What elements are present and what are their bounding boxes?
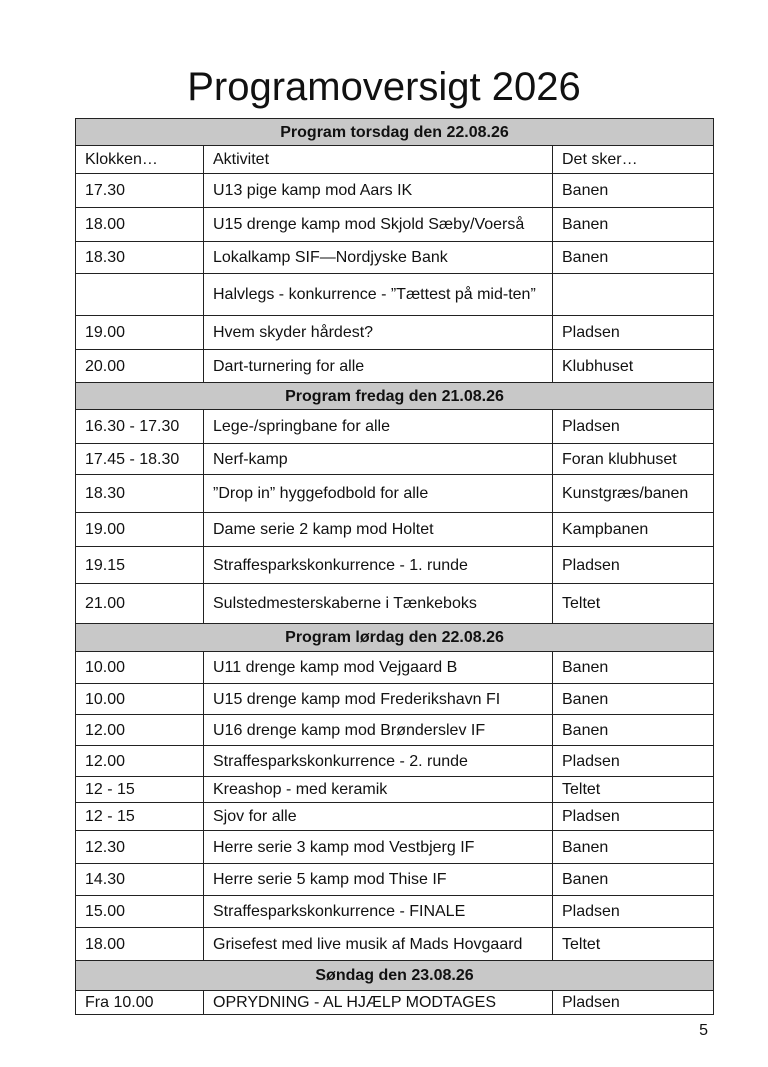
event-row <box>76 746 714 777</box>
event-activity: U15 drenge kamp mod Skjold Sæby/Voerså <box>204 208 553 242</box>
event-row <box>76 242 714 274</box>
event-location: Banen <box>553 652 714 684</box>
event-time: 16.30 - 17.30 <box>76 410 204 444</box>
event-location: Banen <box>553 208 714 242</box>
event-row <box>76 410 714 444</box>
page-title: Programoversigt 2026 <box>187 65 581 109</box>
event-activity: Dart-turnering for alle <box>204 350 553 383</box>
event-row <box>76 928 714 961</box>
event-row <box>76 831 714 864</box>
event-activity: U15 drenge kamp mod Frederikshavn FI <box>204 684 553 715</box>
event-activity: Kreashop - med keramik <box>204 777 553 803</box>
event-activity: U16 drenge kamp mod Brønderslev IF <box>204 715 553 746</box>
program-table <box>75 118 714 1015</box>
event-location: Pladsen <box>553 547 714 584</box>
event-time: 12 - 15 <box>76 803 204 831</box>
column-header-activity: Aktivitet <box>204 146 553 174</box>
event-row <box>76 803 714 831</box>
event-location: Pladsen <box>553 803 714 831</box>
event-location: Pladsen <box>553 896 714 928</box>
event-activity: Sjov for alle <box>204 803 553 831</box>
event-time: 17.30 <box>76 174 204 208</box>
event-row <box>76 513 714 547</box>
event-row <box>76 896 714 928</box>
event-time: 12.00 <box>76 715 204 746</box>
day-heading: Søndag den 23.08.26 <box>76 961 714 991</box>
column-header-location: Det sker… <box>553 146 714 174</box>
day-header-row <box>76 383 714 410</box>
event-time: 18.00 <box>76 928 204 961</box>
page-number: 5 <box>699 1022 708 1039</box>
event-row <box>76 715 714 746</box>
event-time: 15.00 <box>76 896 204 928</box>
event-row <box>76 684 714 715</box>
event-time: 19.00 <box>76 316 204 350</box>
event-location: Banen <box>553 684 714 715</box>
day-heading: Program fredag den 21.08.26 <box>76 383 714 410</box>
event-location: Foran klubhuset <box>553 444 714 475</box>
event-activity: Lege-/springbane for alle <box>204 410 553 444</box>
event-location: Pladsen <box>553 410 714 444</box>
event-activity: U13 pige kamp mod Aars IK <box>204 174 553 208</box>
event-row <box>76 350 714 383</box>
event-time: 18.00 <box>76 208 204 242</box>
event-time: 14.30 <box>76 864 204 896</box>
event-time: 18.30 <box>76 475 204 513</box>
event-time: 12.00 <box>76 746 204 777</box>
column-header-time: Klokken… <box>76 146 204 174</box>
event-time: 20.00 <box>76 350 204 383</box>
event-row <box>76 208 714 242</box>
event-time: 18.30 <box>76 242 204 274</box>
event-activity: OPRYDNING - AL HJÆLP MODTAGES <box>204 991 553 1015</box>
event-row <box>76 652 714 684</box>
event-row <box>76 584 714 624</box>
event-activity: Herre serie 3 kamp mod Vestbjerg IF <box>204 831 553 864</box>
event-location: Teltet <box>553 777 714 803</box>
event-row <box>76 475 714 513</box>
event-activity: Sulstedmesterskaberne i Tænkeboks <box>204 584 553 624</box>
event-location: Banen <box>553 864 714 896</box>
event-time: 12 - 15 <box>76 777 204 803</box>
event-activity: Straffesparkskonkurrence - FINALE <box>204 896 553 928</box>
event-location: Pladsen <box>553 316 714 350</box>
event-activity: Straffesparkskonkurrence - 1. runde <box>204 547 553 584</box>
day-heading: Program lørdag den 22.08.26 <box>76 624 714 652</box>
event-activity: Lokalkamp SIF—Nordjyske Bank <box>204 242 553 274</box>
event-activity: U11 drenge kamp mod Vejgaard B <box>204 652 553 684</box>
event-location: Kampbanen <box>553 513 714 547</box>
event-row <box>76 444 714 475</box>
event-activity: Straffesparkskonkurrence - 2. runde <box>204 746 553 777</box>
event-time: 19.00 <box>76 513 204 547</box>
event-row <box>76 274 714 316</box>
event-location: Teltet <box>553 584 714 624</box>
event-location <box>553 274 714 316</box>
event-location: Banen <box>553 831 714 864</box>
event-time: 19.15 <box>76 547 204 584</box>
event-location: Pladsen <box>553 991 714 1015</box>
day-heading: Program torsdag den 22.08.26 <box>76 119 714 146</box>
event-row <box>76 547 714 584</box>
event-activity: Halvlegs - konkurrence - ”Tættest på mid-ten” <box>204 274 553 316</box>
event-time <box>76 274 204 316</box>
event-activity: ”Drop in” hyggefodbold for alle <box>204 475 553 513</box>
event-time: Fra 10.00 <box>76 991 204 1015</box>
event-activity: Nerf-kamp <box>204 444 553 475</box>
event-time: 17.45 - 18.30 <box>76 444 204 475</box>
event-location: Kunstgræs/banen <box>553 475 714 513</box>
column-header-row <box>76 146 714 174</box>
event-location: Teltet <box>553 928 714 961</box>
event-location: Banen <box>553 715 714 746</box>
event-activity: Hvem skyder hårdest? <box>204 316 553 350</box>
event-location: Pladsen <box>553 746 714 777</box>
event-time: 10.00 <box>76 652 204 684</box>
event-row <box>76 316 714 350</box>
event-row <box>76 777 714 803</box>
event-activity: Dame serie 2 kamp mod Holtet <box>204 513 553 547</box>
event-time: 21.00 <box>76 584 204 624</box>
event-activity: Herre serie 5 kamp mod Thise IF <box>204 864 553 896</box>
event-time: 12.30 <box>76 831 204 864</box>
event-location: Banen <box>553 242 714 274</box>
day-header-row <box>76 119 714 146</box>
day-header-row <box>76 961 714 991</box>
event-location: Klubhuset <box>553 350 714 383</box>
event-time: 10.00 <box>76 684 204 715</box>
event-row <box>76 864 714 896</box>
day-header-row <box>76 624 714 652</box>
event-row <box>76 174 714 208</box>
event-activity: Grisefest med live musik af Mads Hovgaard <box>204 928 553 961</box>
event-location: Banen <box>553 174 714 208</box>
event-row <box>76 991 714 1015</box>
